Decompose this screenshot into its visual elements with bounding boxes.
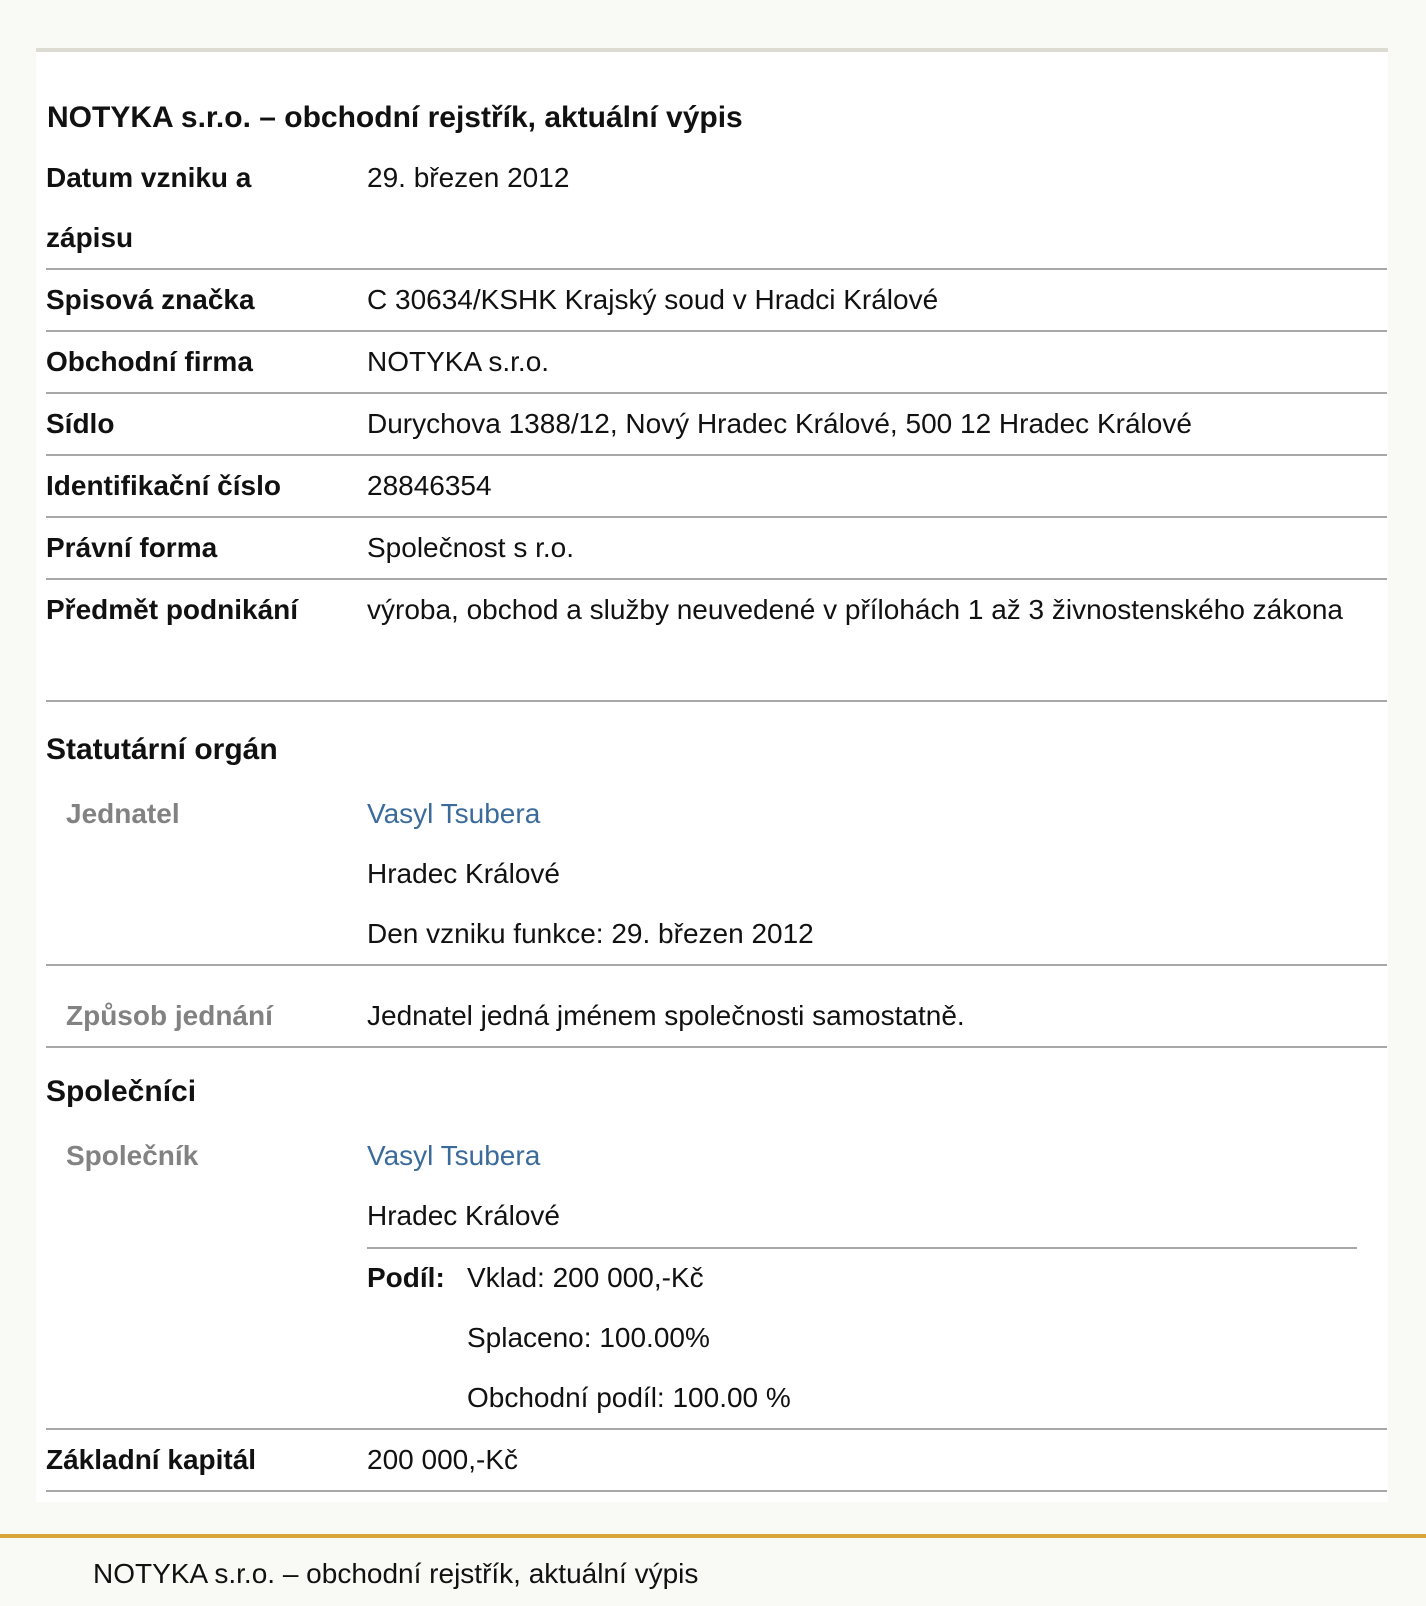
row-label: Obchodní firma — [46, 346, 253, 377]
row-value: 200 000,-Kč — [367, 1444, 518, 1475]
row-label: Spisová značka — [46, 284, 255, 315]
share-deposit: Vklad: 200 000,-Kč — [467, 1262, 704, 1293]
row-business-name — [46, 332, 1387, 394]
row-id-number — [46, 456, 1387, 518]
executive-city: Hradec Králové — [367, 858, 560, 889]
executive-label: Jednatel — [66, 798, 180, 829]
partner-row — [46, 1126, 1387, 1430]
acting-manner-value: Jednatel jedná jménem společnosti samostatně. — [367, 1000, 965, 1031]
row-value: výroba, obchod a služby neuvedené v přílohách 1 až 3 živnostenského zákona — [367, 594, 1343, 625]
statutory-executive-row — [46, 784, 1387, 966]
footer-title: NOTYKA s.r.o. – obchodní rejstřík, aktuální výpis — [93, 1558, 699, 1589]
row-value: NOTYKA s.r.o. — [367, 346, 550, 377]
row-registered-capital — [46, 1430, 1387, 1492]
statutory-heading: Statutární orgán — [46, 733, 278, 766]
partners-heading: Společníci — [46, 1075, 197, 1108]
partner-label: Společník — [66, 1140, 199, 1171]
row-label: Identifikační číslo — [46, 470, 281, 501]
row-file-number — [46, 270, 1387, 332]
row-label: Předmět podnikání — [46, 594, 299, 625]
row-label: Datum vzniku a zápisu — [46, 162, 252, 253]
row-value: Durychova 1388/12, Nový Hradec Králové, 500 12 Hradec Králové — [367, 408, 1192, 439]
partner-city: Hradec Králové — [367, 1200, 560, 1231]
acting-manner-row — [46, 966, 1387, 1048]
executive-since: Den vzniku funkce: 29. březen 2012 — [367, 918, 814, 949]
row-business-activity — [46, 580, 1387, 702]
partner-details — [367, 1126, 1367, 1246]
row-founding-date — [46, 148, 1387, 270]
footer-divider — [0, 1534, 1426, 1538]
row-seat — [46, 394, 1387, 456]
row-value: 28846354 — [367, 470, 492, 501]
share-paid: Splaceno: 100.00% — [467, 1322, 710, 1353]
row-label: Sídlo — [46, 408, 115, 439]
row-value: C 30634/KSHK Krajský soud v Hradci Králové — [367, 284, 939, 315]
partner-name-link[interactable]: Vasyl Tsubera — [367, 1140, 541, 1171]
row-value: 29. březen 2012 — [367, 162, 570, 193]
row-legal-form — [46, 518, 1387, 580]
page-title: NOTYKA s.r.o. – obchodní rejstřík, aktuální výpis — [47, 101, 743, 134]
register-extract-card — [36, 52, 1388, 1502]
executive-name-link[interactable]: Vasyl Tsubera — [367, 798, 541, 829]
share-business-share: Obchodní podíl: 100.00 % — [467, 1382, 791, 1413]
row-label: Právní forma — [46, 532, 218, 563]
acting-manner-label: Způsob jednání — [66, 1000, 273, 1031]
row-value: Společnost s r.o. — [367, 532, 575, 563]
share-label: Podíl: — [367, 1262, 445, 1293]
share-details — [467, 1248, 1347, 1428]
executive-details — [367, 784, 1367, 964]
row-label: Základní kapitál — [46, 1444, 257, 1475]
